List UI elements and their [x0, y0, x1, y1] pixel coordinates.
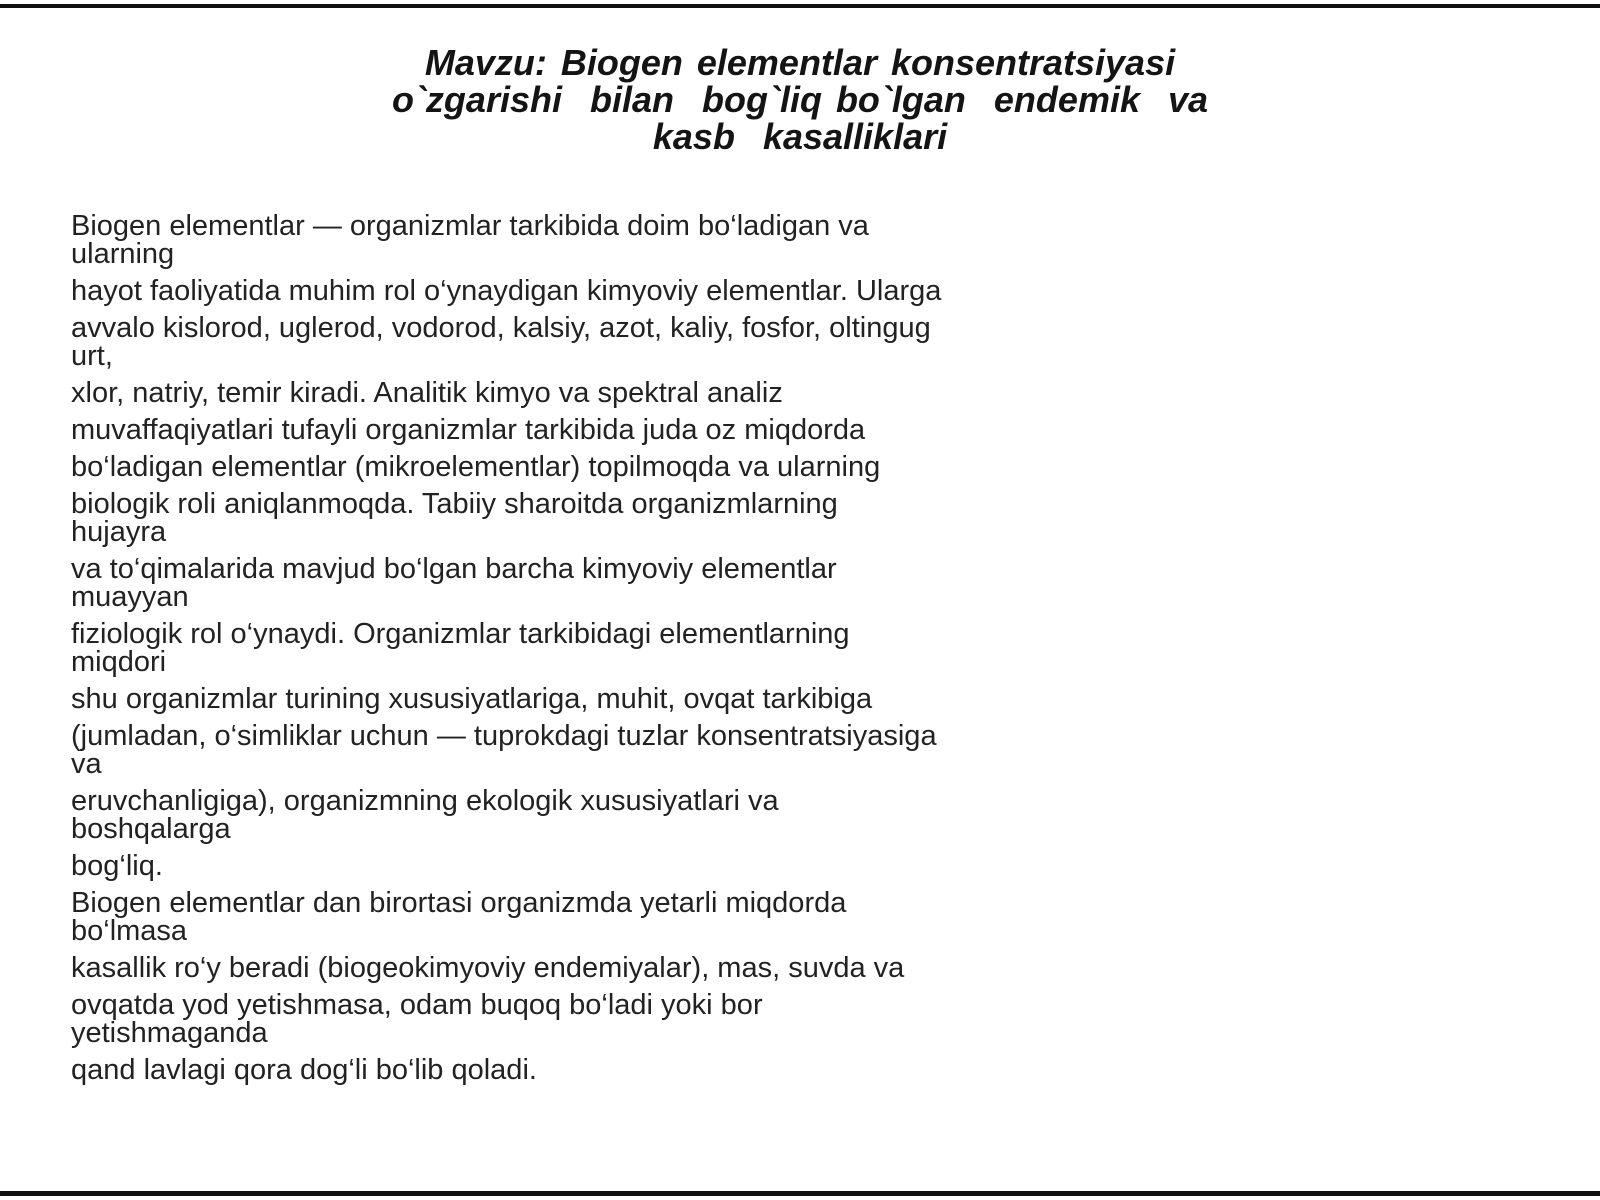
line-text: va	[71, 748, 102, 780]
body-text	[71, 212, 1571, 1093]
paragraph-line	[71, 722, 1571, 787]
title-line: kasb kasalliklari	[652, 116, 948, 157]
title-line: Mavzu: Biogen elementlar konsentratsiyasi	[424, 42, 1176, 83]
paragraph-line	[71, 991, 1571, 1056]
line-text: muayyan	[71, 581, 189, 613]
line-text: bo‘lmasa	[71, 915, 188, 947]
paragraph-line	[71, 453, 1571, 490]
paragraph-line	[71, 852, 1571, 889]
line-text: qand lavlagi qora dog‘li bo‘lib qoladi.	[71, 1054, 537, 1086]
line-text: shu organizmlar turining xususiyatlariga, muhit, ovqat tarkibiga	[71, 683, 873, 715]
bottom-border-line	[0, 1191, 1600, 1196]
line-text: xlor, natriy, temir kiradi. Analitik kimyo va spektral analiz	[71, 377, 783, 409]
line-text: urt,	[71, 340, 113, 372]
line-text: eruvchanligiga), organizmning ekologik xususiyatlari va	[71, 785, 779, 817]
line-text: bo‘ladigan elementlar (mikroelementlar) topilmoqda va ularning	[71, 451, 881, 483]
line-text: muvaffaqiyatlari tufayli organizmlar tarkibida juda oz miqdorda	[71, 414, 866, 446]
line-text: avvalo kislorod, uglerod, vodorod, kalsiy, azot, kaliy, fosfor, oltingug	[71, 312, 931, 344]
paragraph-line	[71, 490, 1571, 555]
line-text: fiziologik rol o‘ynaydi. Organizmlar tarkibidagi elementlarning	[71, 618, 850, 650]
line-text: hujayra	[71, 516, 167, 548]
line-text: biologik roli aniqlanmoqda. Tabiiy sharoitda organizmlarning	[71, 488, 838, 520]
line-text: yetishmaganda	[71, 1017, 268, 1049]
line-text: kasallik ro‘y beradi (biogeokimyoviy endemiyalar), mas, suvda va	[71, 952, 905, 984]
line-text: boshqalarga	[71, 813, 231, 845]
paragraph-line	[71, 787, 1571, 852]
line-text: (jumladan, o‘simliklar uchun — tuprokdagi tuzlar konsentratsiyasiga	[71, 720, 937, 752]
document-title	[80, 44, 1520, 155]
line-text: ovqatda yod yetishmasa, odam buqoq bo‘ladi yoki bor	[71, 989, 763, 1021]
paragraph-line	[71, 379, 1571, 416]
title-line: o`zgarishi bilan bog`liq bo`lgan endemik va	[391, 79, 1209, 120]
line-text: miqdori	[71, 646, 167, 678]
line-text: ularning	[71, 238, 175, 270]
paragraph-line	[71, 889, 1571, 954]
line-text: hayot faoliyatida muhim rol o‘ynaydigan kimyoviy elementlar. Ularga	[71, 275, 942, 307]
paragraph-line	[71, 277, 1571, 314]
paragraph-line	[71, 314, 1571, 379]
line-text: Biogen elementlar — organizmlar tarkibida doim bo‘ladigan va	[71, 210, 869, 242]
paragraph-line	[71, 620, 1571, 685]
paragraph-line	[71, 685, 1571, 722]
paragraph-line	[71, 416, 1571, 453]
top-border-line	[0, 4, 1600, 8]
line-text: va to‘qimalarida mavjud bo‘lgan barcha kimyoviy elementlar	[71, 553, 837, 585]
line-text: bog‘liq.	[71, 850, 163, 882]
paragraph-line	[71, 1056, 1571, 1093]
paragraph-line	[71, 212, 1571, 277]
line-text: Biogen elementlar dan birortasi organizmda yetarli miqdorda	[71, 887, 847, 919]
paragraph-line	[71, 555, 1571, 620]
paragraph-line	[71, 954, 1571, 991]
